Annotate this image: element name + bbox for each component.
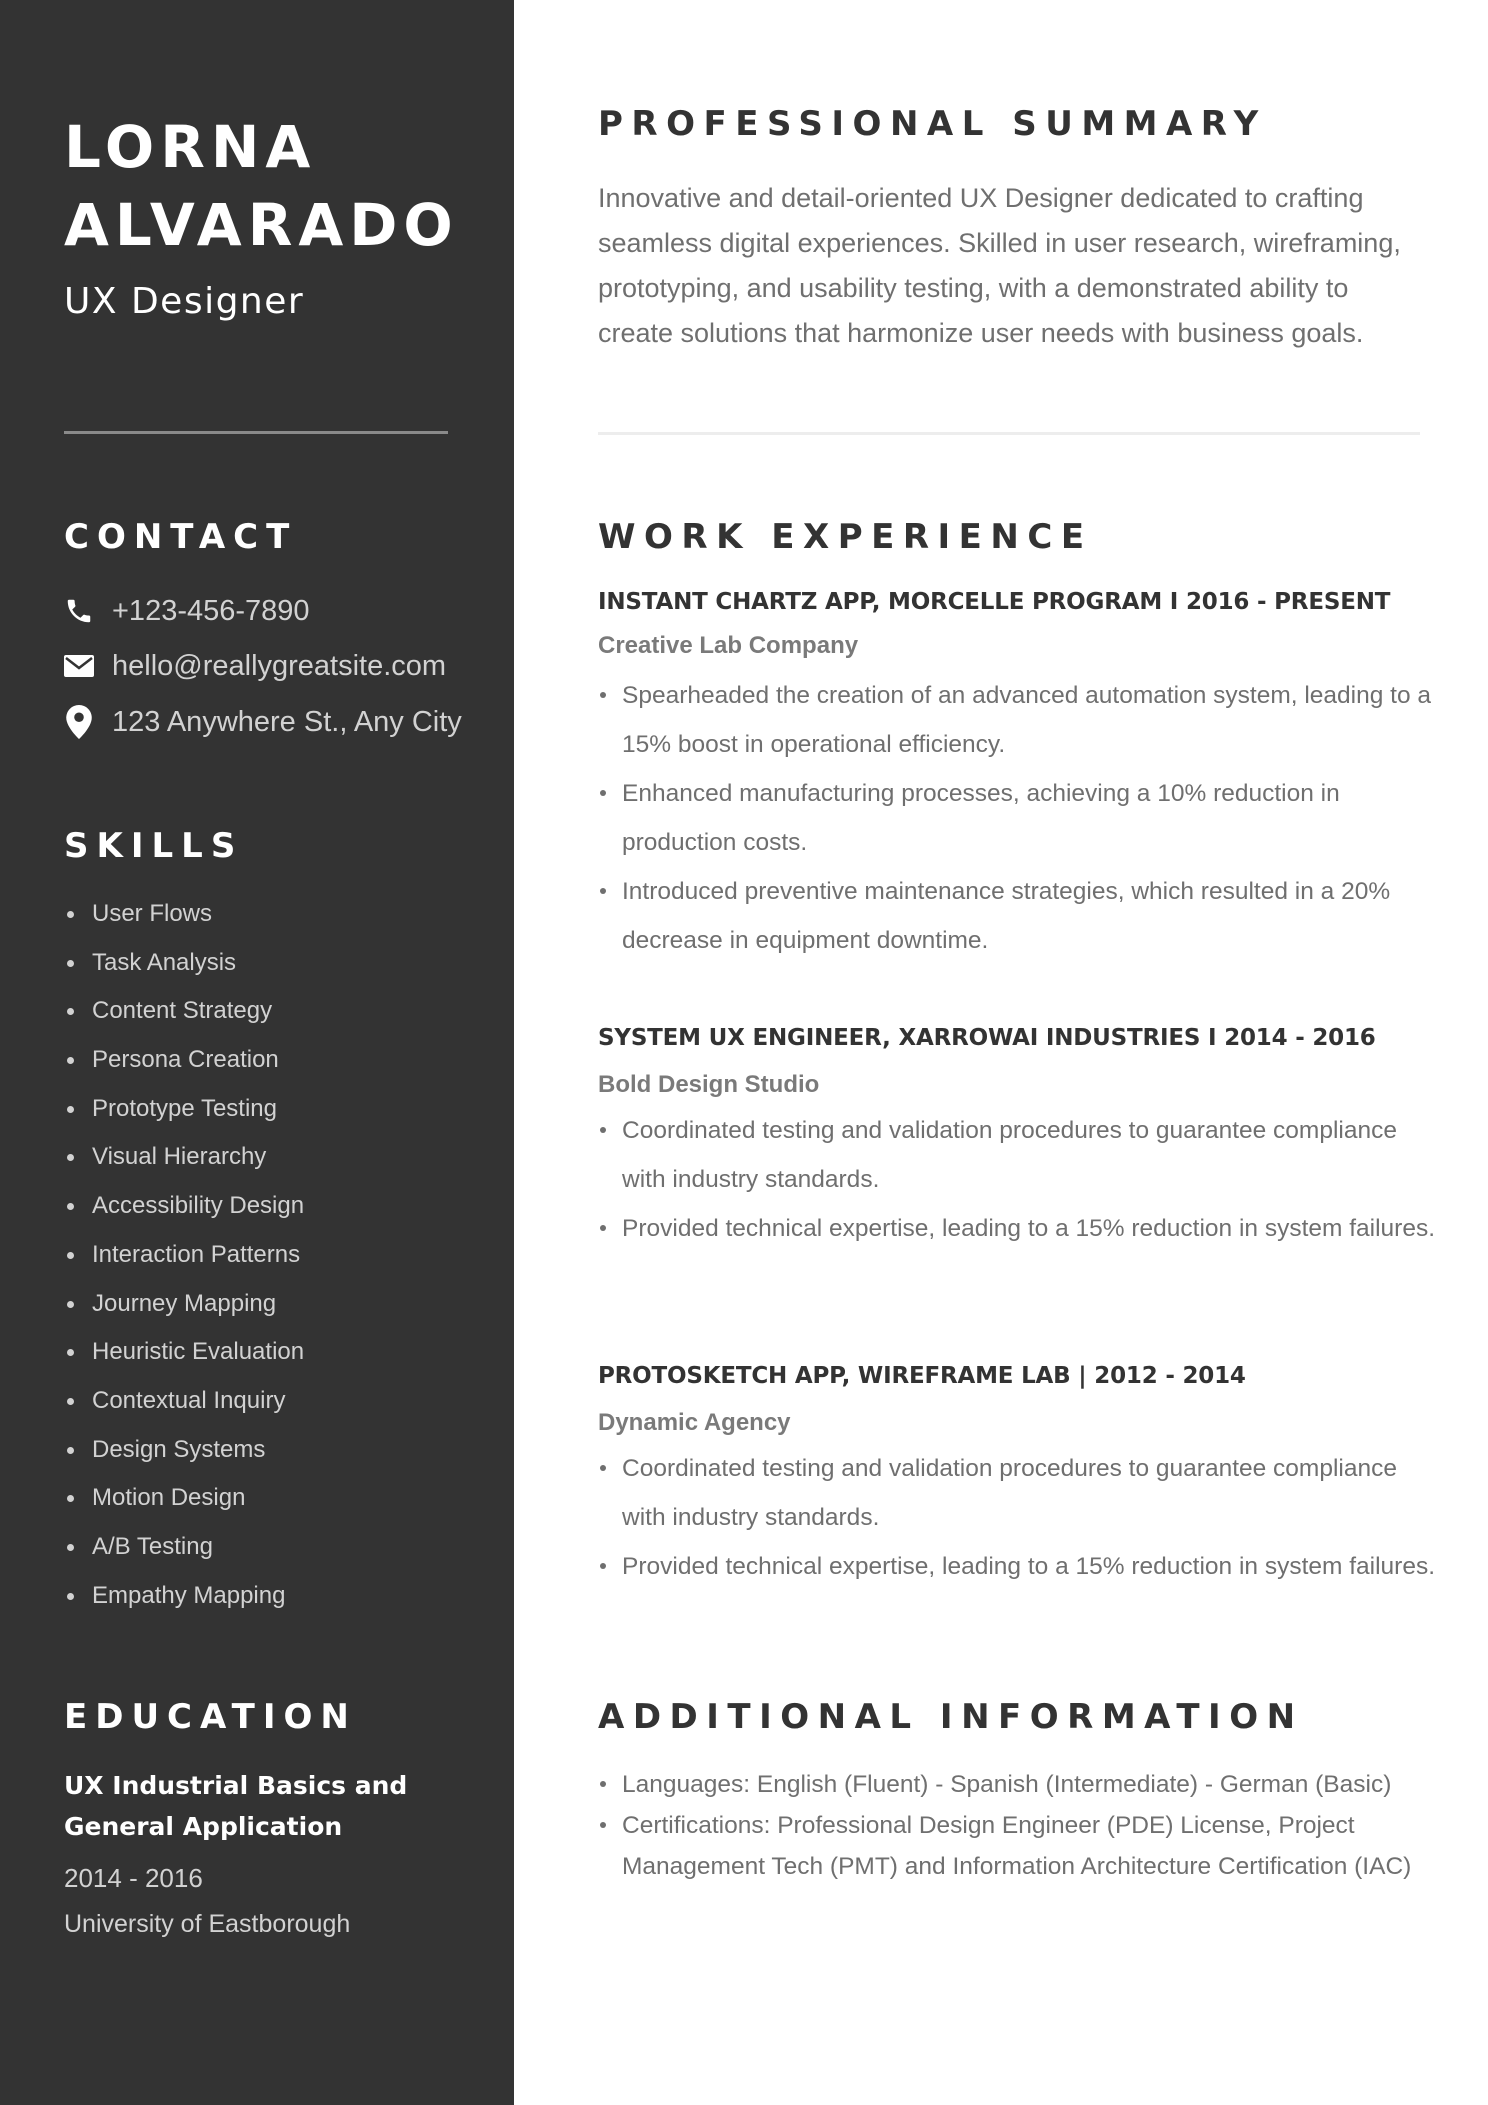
job-company: Dynamic Agency xyxy=(598,1409,791,1436)
summary-heading: PROFESSIONAL SUMMARY xyxy=(598,104,1267,144)
skill-item: A/B Testing xyxy=(64,1527,304,1576)
skill-item: Design Systems xyxy=(64,1430,304,1479)
job-bullets xyxy=(598,1106,1438,1253)
experience-heading: WORK EXPERIENCE xyxy=(598,517,1093,557)
job-bullet: Provided technical expertise, leading to a 15% reduction in system failures. xyxy=(598,1542,1438,1591)
skill-item: Interaction Patterns xyxy=(64,1235,304,1284)
job-bullet: Coordinated testing and validation procedures to guarantee compliance with industry standards. xyxy=(598,1106,1438,1204)
job-bullet: Provided technical expertise, leading to a 15% reduction in system failures. xyxy=(598,1204,1438,1253)
job-bullet: Spearheaded the creation of an advanced automation system, leading to a 15% boost in operational efficiency. xyxy=(598,671,1438,769)
job-company: Bold Design Studio xyxy=(598,1071,820,1098)
skill-item: Heuristic Evaluation xyxy=(64,1332,304,1381)
job-bullet: Introduced preventive maintenance strategies, which resulted in a 20% decrease in equipment downtime. xyxy=(598,867,1438,965)
job-title: PROTOSKETCH APP, WIREFRAME LAB | 2012 - 2014 xyxy=(598,1363,1246,1389)
candidate-name: LORNA ALVARADO xyxy=(64,113,459,259)
sidebar xyxy=(0,0,514,2105)
job-title: SYSTEM UX ENGINEER, XARROWAI INDUSTRIES I 2014 - 2016 xyxy=(598,1025,1376,1051)
sidebar-divider xyxy=(64,431,448,434)
job-bullets xyxy=(598,671,1438,965)
job-bullets xyxy=(598,1444,1438,1591)
phone-icon xyxy=(64,594,94,628)
additional-heading: ADDITIONAL INFORMATION xyxy=(598,1697,1304,1737)
skill-item: Journey Mapping xyxy=(64,1284,304,1333)
skill-item: User Flows xyxy=(64,894,304,943)
skill-item: Accessibility Design xyxy=(64,1186,304,1235)
education-years: 2014 - 2016 xyxy=(64,1863,203,1893)
contact-heading: CONTACT xyxy=(64,517,298,557)
job-company: Creative Lab Company xyxy=(598,632,859,659)
mail-icon xyxy=(64,649,94,683)
skill-item: Prototype Testing xyxy=(64,1089,304,1138)
summary-divider xyxy=(598,432,1420,435)
additional-item: Languages: English (Fluent) - Spanish (Intermediate) - German (Basic) xyxy=(598,1764,1438,1805)
skill-item: Motion Design xyxy=(64,1478,304,1527)
additional-item: Certifications: Professional Design Engineer (PDE) License, Project Management Tech (PMT) and Information Architecture Certification (IAC) xyxy=(598,1805,1438,1887)
contact-email[interactable] xyxy=(64,646,446,686)
contact-address[interactable] xyxy=(64,702,462,742)
contact-email-text: hello@reallygreatsite.com xyxy=(112,649,447,682)
job-bullet: Enhanced manufacturing processes, achieving a 10% reduction in production costs. xyxy=(598,769,1438,867)
job-bullet: Coordinated testing and validation procedures to guarantee compliance with industry standards. xyxy=(598,1444,1438,1542)
job-title: INSTANT CHARTZ APP, MORCELLE PROGRAM I 2016 - PRESENT xyxy=(598,589,1391,615)
contact-address-text: 123 Anywhere St., Any City xyxy=(112,705,462,738)
main-content xyxy=(514,0,1488,2105)
map-pin-icon xyxy=(64,705,94,739)
skill-item: Task Analysis xyxy=(64,943,304,992)
education-degree: UX Industrial Basics and General Application xyxy=(64,1771,408,1841)
skill-item: Content Strategy xyxy=(64,991,304,1040)
skill-item: Persona Creation xyxy=(64,1040,304,1089)
skill-item: Empathy Mapping xyxy=(64,1576,304,1625)
skills-list xyxy=(64,894,304,1624)
education-school: University of Eastborough xyxy=(64,1910,351,1938)
skills-heading: SKILLS xyxy=(64,826,244,866)
contact-phone[interactable] xyxy=(64,591,310,631)
job-role: UX Designer xyxy=(64,281,305,322)
contact-phone-text: +123-456-7890 xyxy=(112,594,310,627)
summary-text: Innovative and detail-oriented UX Designer dedicated to crafting seamless digital experiences. Skilled in user research, wireframing, prototyping, and usability testing, with a demonstrated ability to create solutions that harmonize user needs with business goals. xyxy=(598,183,1401,348)
skill-item: Contextual Inquiry xyxy=(64,1381,304,1430)
additional-list xyxy=(598,1764,1438,1887)
skill-item: Visual Hierarchy xyxy=(64,1137,304,1186)
education-heading: EDUCATION xyxy=(64,1697,357,1737)
